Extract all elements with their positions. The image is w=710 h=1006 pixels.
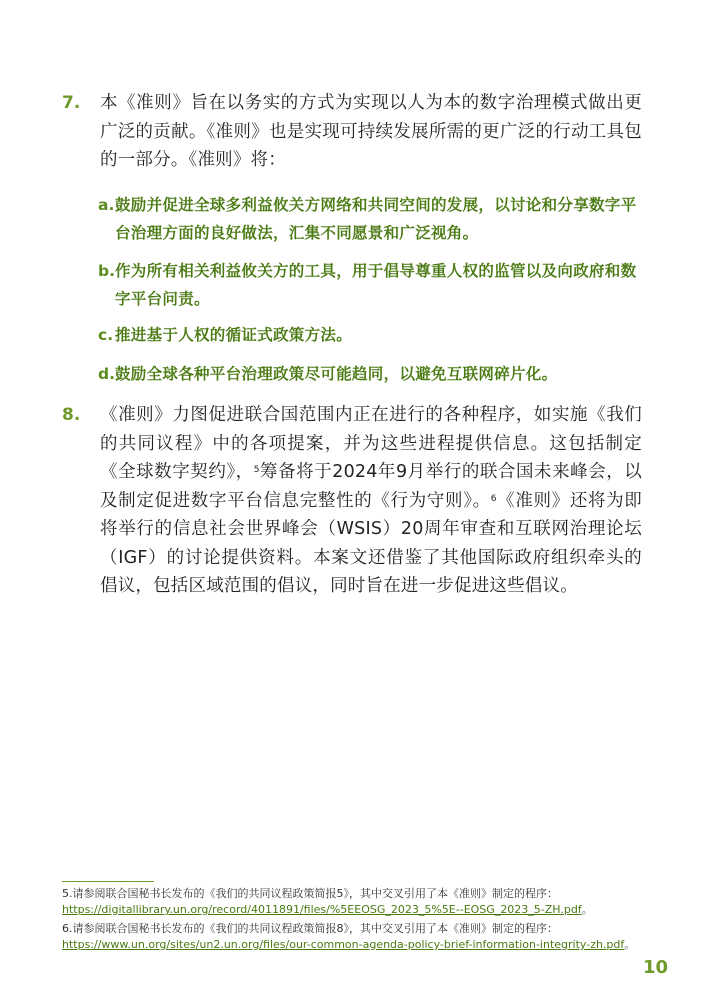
- subitem-letter: a.: [98, 196, 115, 214]
- subitem-letter: d.: [98, 365, 115, 383]
- paragraph-number: 8.: [62, 405, 81, 425]
- footnote-5: [62, 886, 652, 918]
- paragraph-text: [100, 401, 642, 601]
- subitem-text: 作为所有相关利益攸关方的工具，用于倡导尊重人权的监管以及向政府和数字平台问责。: [115, 262, 637, 308]
- paragraph-text-a: 《准则》力图促进联合国范围内正在进行的各种程序，如实施《我们的共同议程》中的各项提案，并为这些进程提供信息。这包括制定《全球数字契约》，: [100, 405, 642, 482]
- subitem-letter: c.: [98, 326, 114, 344]
- paragraph-text-c: 《准则》还将为即将举行的信息社会世界峰会（WSIS）20周年审查和互联网治理论坛（IGF）的讨论提供资料。本案文还借鉴了其他国际政府组织牵头的倡议，包括区域范围的倡议，同时旨在进一步促进这些倡议。: [100, 490, 642, 596]
- footnote-end: 。: [624, 938, 636, 951]
- footnote-divider: [62, 881, 154, 882]
- paragraph-8: [62, 401, 642, 601]
- footnote-ref-6[interactable]: 6: [490, 493, 497, 504]
- subitem-text: 推进基于人权的循证式政策方法。: [115, 326, 353, 344]
- subitem-d: [98, 360, 638, 388]
- footnote-text: 6.请参阅联合国秘书长发布的《我们的共同议程政策简报8》，其中交叉引用了本《准则》制定的程序：: [62, 922, 558, 935]
- subitem-letter: b.: [98, 262, 115, 280]
- subitem-text: 鼓励全球各种平台治理政策尽可能趋同，以避免互联网碎片化。: [115, 365, 558, 383]
- footnote-6: [62, 921, 652, 953]
- footnote-link[interactable]: https://www.un.org/sites/un2.un.org/files/our-common-agenda-policy-brief-information-integrity-zh.pdf: [62, 938, 625, 951]
- subitem-a: [98, 191, 638, 247]
- footnote-ref-5[interactable]: 5: [253, 465, 260, 475]
- paragraph-number: 7.: [62, 93, 81, 113]
- paragraph-text: 本《准则》旨在以务实的方式为实现以人为本的数字治理模式做出更广泛的贡献。《准则》也是实现可持续发展所需的更广泛的行动工具包的一部分。《准则》将：: [100, 93, 642, 170]
- paragraph-text-b: 筹备将于2024年9月举行的联合国未来峰会，以及制定促进数字平台信息完整性的《行为守则》。: [100, 462, 642, 511]
- paragraph-7: [62, 89, 642, 175]
- subitem-b: [98, 257, 638, 313]
- subitem-c: [98, 321, 638, 349]
- footnote-link[interactable]: https://digitallibrary.un.org/record/4011891/files/%5EEOSG_2023_5%5E--EOSG_2023_5-ZH.pdf: [62, 903, 582, 916]
- subitem-text: 鼓励并促进全球多利益攸关方网络和共同空间的发展，以讨论和分享数字平台治理方面的良好做法，汇集不同愿景和广泛视角。: [115, 196, 637, 242]
- footnote-end: 。: [581, 903, 593, 916]
- footnote-text: 5.请参阅联合国秘书长发布的《我们的共同议程政策简报5》，其中交叉引用了本《准则》制定的程序：: [62, 887, 558, 900]
- page-number: 10: [642, 957, 668, 978]
